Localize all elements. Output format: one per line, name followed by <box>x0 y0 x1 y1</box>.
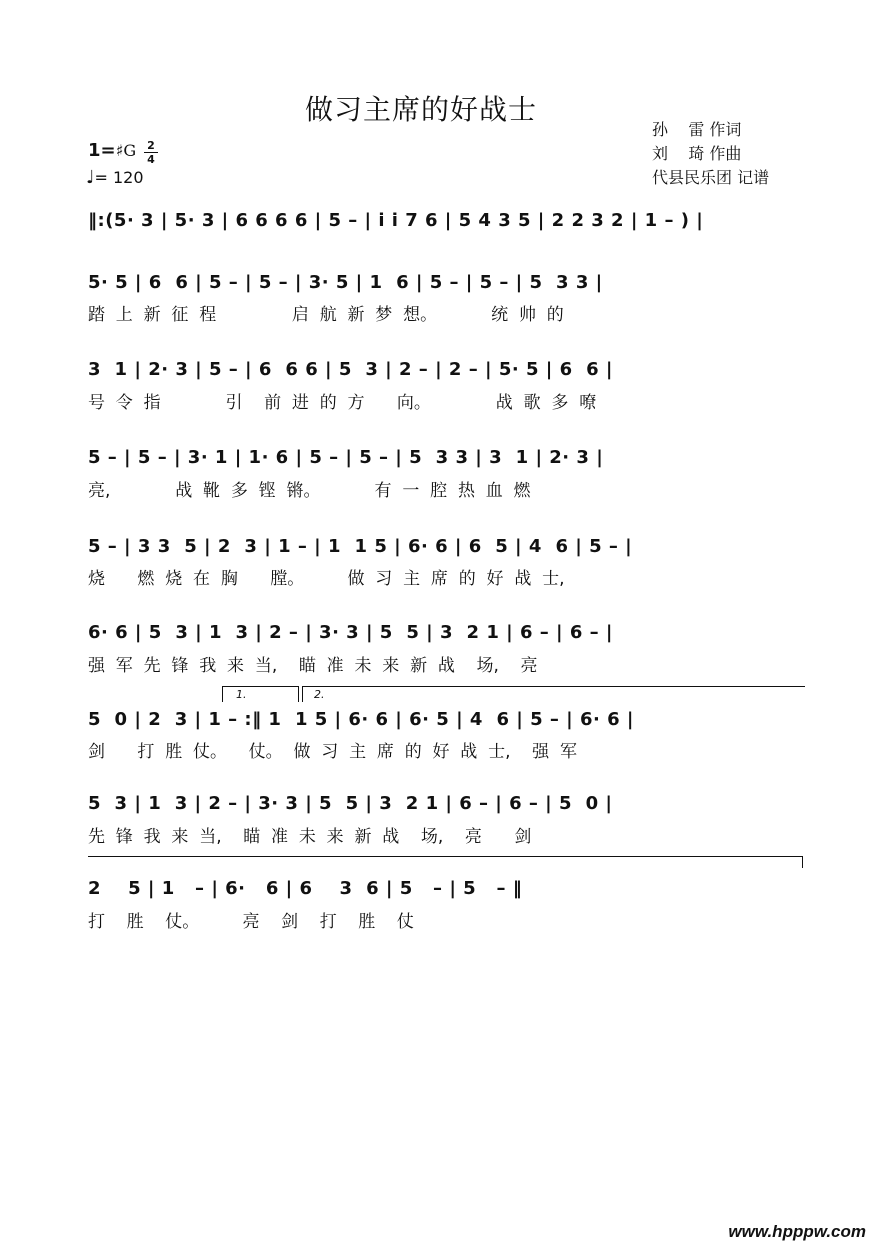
credits <box>652 118 769 190</box>
quarter-note-icon: ♩ <box>86 167 95 188</box>
lyrics-row-5: 烧 燃 烧 在 胸 膛。 做 习 主 席 的 好 战 士, <box>88 569 565 589</box>
lyricist-credit: 孙 雷 作词 <box>652 120 742 139</box>
transcriber-credit: 代县民乐团 记谱 <box>652 168 770 187</box>
notation-row-9: 2 5 | 1 – | 6· 6 | 6 3 6 | 5 – | 5 – ‖ <box>88 878 523 899</box>
notation-row-5: 5 – | 3 3 5 | 2 3 | 1 – | 1 1 5 | 6· 6 | 6 5 | 4 6 | 5 – | <box>88 536 633 557</box>
lyrics-row-4: 亮, 战 靴 多 铿 锵。 有 一 腔 热 血 燃 <box>88 481 531 501</box>
notation-row-4: 5 – | 5 – | 3· 1 | 1· 6 | 5 – | 5 – | 5 3 3 | 3 1 | 2· 3 | <box>88 447 604 468</box>
time-signature <box>144 140 158 165</box>
key-signature <box>88 140 136 161</box>
lyrics-row-1 <box>88 240 808 268</box>
lyrics-row-6: 强 军 先 锋 我 来 当, 瞄 准 未 来 新 战 场, 亮 <box>88 656 538 676</box>
key-label: 1= <box>88 140 116 161</box>
time-sig-bottom: 4 <box>147 153 155 166</box>
key-sharp-g: ♯G <box>115 141 137 160</box>
notation-row-2: 5· 5 | 6 6 | 5 – | 5 – | 3· 5 | 1 6 | 5 – | 5 – | 5 3 3 | <box>88 272 603 293</box>
lyrics-row-9: 打 胜 仗。 亮 剑 打 胜 仗 <box>88 912 414 932</box>
time-sig-top: 2 <box>147 139 155 152</box>
lyrics-row-3: 号 令 指 引 前 进 的 方 向。 战 歌 多 嘹 <box>88 393 597 413</box>
second-ending-label: 2. <box>314 688 325 701</box>
site-watermark: www.hpppw.com <box>728 1222 866 1241</box>
song-title: 做习主席的好战士 <box>305 93 538 126</box>
composer-credit: 刘 琦 作曲 <box>652 144 742 163</box>
notation-row-3: 3 1 | 2· 3 | 5 – | 6 6 6 | 5 3 | 2 – | 2 – | 5· 5 | 6 6 | <box>88 359 613 380</box>
tempo-marking <box>86 167 144 188</box>
notation-row-8: 5 3 | 1 3 | 2 – | 3· 3 | 5 5 | 3 2 1 | 6 – | 6 – | 5 0 | <box>88 793 613 814</box>
lyrics-row-7: 剑 打 胜 仗。 仗。 做 习 主 席 的 好 战 士, 强 军 <box>88 742 577 762</box>
lyrics-row-2: 踏 上 新 征 程 启 航 新 梦 想。 统 帅 的 <box>88 305 564 325</box>
first-ending-label: 1. <box>236 688 247 701</box>
notation-row-1: ‖:(5· 3 | 5· 3 | 6 6 6 6 | 5 – | i i 7 6 | 5 4 3 5 | 2 2 3 2 | 1 – ) | <box>88 210 704 231</box>
notation-row-7: 5 0 | 2 3 | 1 – :‖ 1 1 5 | 6· 6 | 6· 5 | 4 6 | 5 – | 6· 6 | <box>88 709 634 730</box>
lyrics-row-8: 先 锋 我 来 当, 瞄 准 未 来 新 战 场, 亮 剑 <box>88 827 532 847</box>
tempo-value: = 120 <box>94 168 144 187</box>
notation-row-6: 6· 6 | 5 3 | 1 3 | 2 – | 3· 3 | 5 5 | 3 2 1 | 6 – | 6 – | <box>88 622 613 643</box>
